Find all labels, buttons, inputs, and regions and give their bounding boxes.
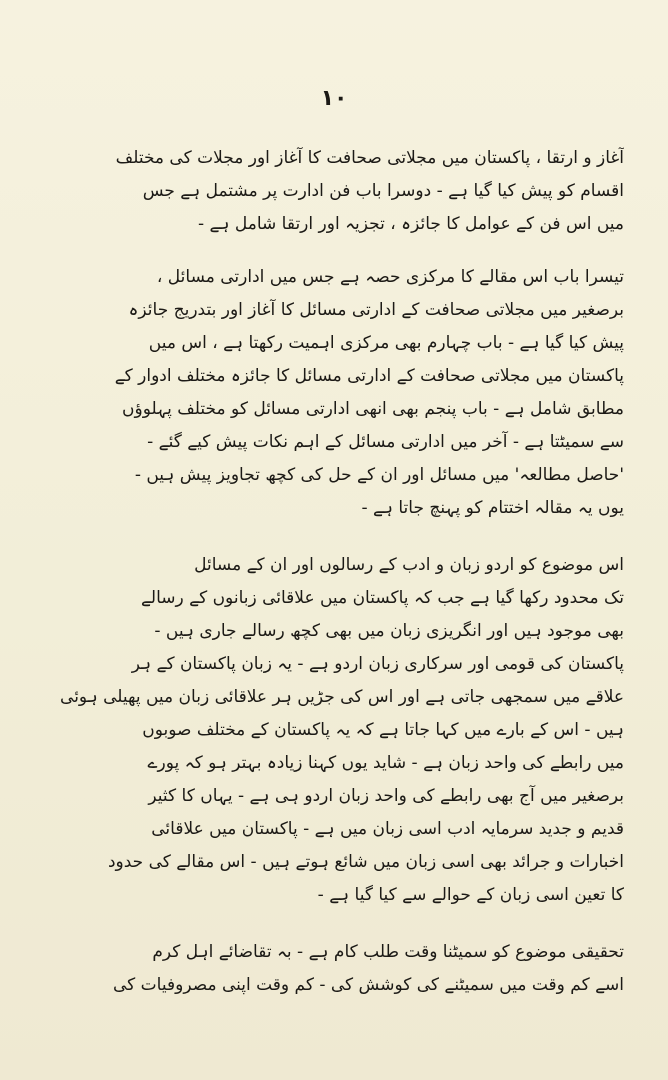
text-line: کا تعین اسی زبان کے حوالے سے کیا گیا ہے - <box>317 885 624 905</box>
text-line: اس موضوع کو اردو زبان و ادب کے رسالوں اور ان کے مسائل <box>194 555 624 575</box>
paragraph-4 <box>44 936 624 1002</box>
paragraph-3 <box>44 549 624 912</box>
text-line: میں رابطے کی واحد زبان ہے - شاید یوں کہنا زیادہ بہتر ہو کہ پورے <box>147 753 624 773</box>
text-line: تک محدود رکھا گیا ہے جب کہ پاکستان میں علاقائی زبانوں کے رسالے <box>140 588 624 608</box>
body-text <box>44 142 624 1002</box>
text-line: یوں یہ مقالہ اختتام کو پہنچ جاتا ہے - <box>361 498 624 518</box>
paragraph-spacer <box>44 241 624 261</box>
text-line: ہیں - اس کے بارے میں کہا جاتا ہے کہ یہ پاکستان کے مختلف صوبوں <box>142 720 624 740</box>
paragraph-1 <box>44 142 624 241</box>
text-line: میں اس فن کے عوامل کا جائزہ ، تجزیہ اور ارتقا شامل ہے - <box>198 214 624 234</box>
paragraph-spacer <box>44 525 624 549</box>
text-line: مطابق شامل ہے - باب پنجم بھی انھی ادارتی مسائل کو مختلف پہلوؤں <box>122 399 624 419</box>
text-line: 'حاصل مطالعہ' میں مسائل اور ان کے حل کی کچھ تجاویز پیش ہیں - <box>134 465 624 485</box>
text-line: برصغیر میں آج بھی رابطے کی واحد زبان اردو ہی ہے - یہاں کا کثیر <box>148 786 624 806</box>
text-line: قدیم و جدید سرمایہ ادب اسی زبان میں ہے - پاکستان میں علاقائی <box>151 819 624 839</box>
text-line: اخبارات و جرائد بھی اسی زبان میں شائع ہوتے ہیں - اس مقالے کی حدود <box>107 852 624 872</box>
text-line: آغاز و ارتقا ، پاکستان میں مجلاتی صحافت کا آغاز اور مجلات کی مختلف <box>115 148 624 168</box>
paragraph-2 <box>44 261 624 525</box>
text-line: اسے کم وقت میں سمیٹنے کی کوشش کی - کم وقت اپنی مصروفیات کی <box>113 975 624 995</box>
text-line: اقسام کو پیش کیا گیا ہے - دوسرا باب فن ادارت پر مشتمل ہے جس <box>142 181 624 201</box>
text-line: برصغیر میں مجلاتی صحافت کے ادارتی مسائل کا آغاز اور بتدریج جائزہ <box>128 300 624 320</box>
text-line: سے سمیٹتا ہے - آخر میں ادارتی مسائل کے اہم نکات پیش کیے گئے - <box>147 432 624 452</box>
paragraph-spacer <box>44 912 624 936</box>
text-line: پاکستان میں مجلاتی صحافت کے ادارتی مسائل کا جائزہ مختلف ادوار کے <box>114 366 624 386</box>
text-line: بھی موجود ہیں اور انگریزی زبان میں بھی کچھ رسالے جاری ہیں - <box>154 621 624 641</box>
page-number: ۱۰ <box>320 86 348 111</box>
text-line: پیش کیا گیا ہے - باب چہارم بھی مرکزی اہمیت رکھتا ہے ، اس میں <box>148 333 624 353</box>
text-line: علاقے میں سمجھی جاتی ہے اور اس کی جڑیں ہر علاقائی زبان میں پھیلی ہوئی <box>60 687 624 707</box>
text-line: تیسرا باب اس مقالے کا مرکزی حصہ ہے جس میں ادارتی مسائل ، <box>156 267 624 287</box>
text-line: تحقیقی موضوع کو سمیٹنا وقت طلب کام ہے - بہ تقاضائے اہل کرم <box>152 942 624 962</box>
text-line: پاکستان کی قومی اور سرکاری زبان اردو ہے - یہ زبان پاکستان کے ہر <box>131 654 624 674</box>
